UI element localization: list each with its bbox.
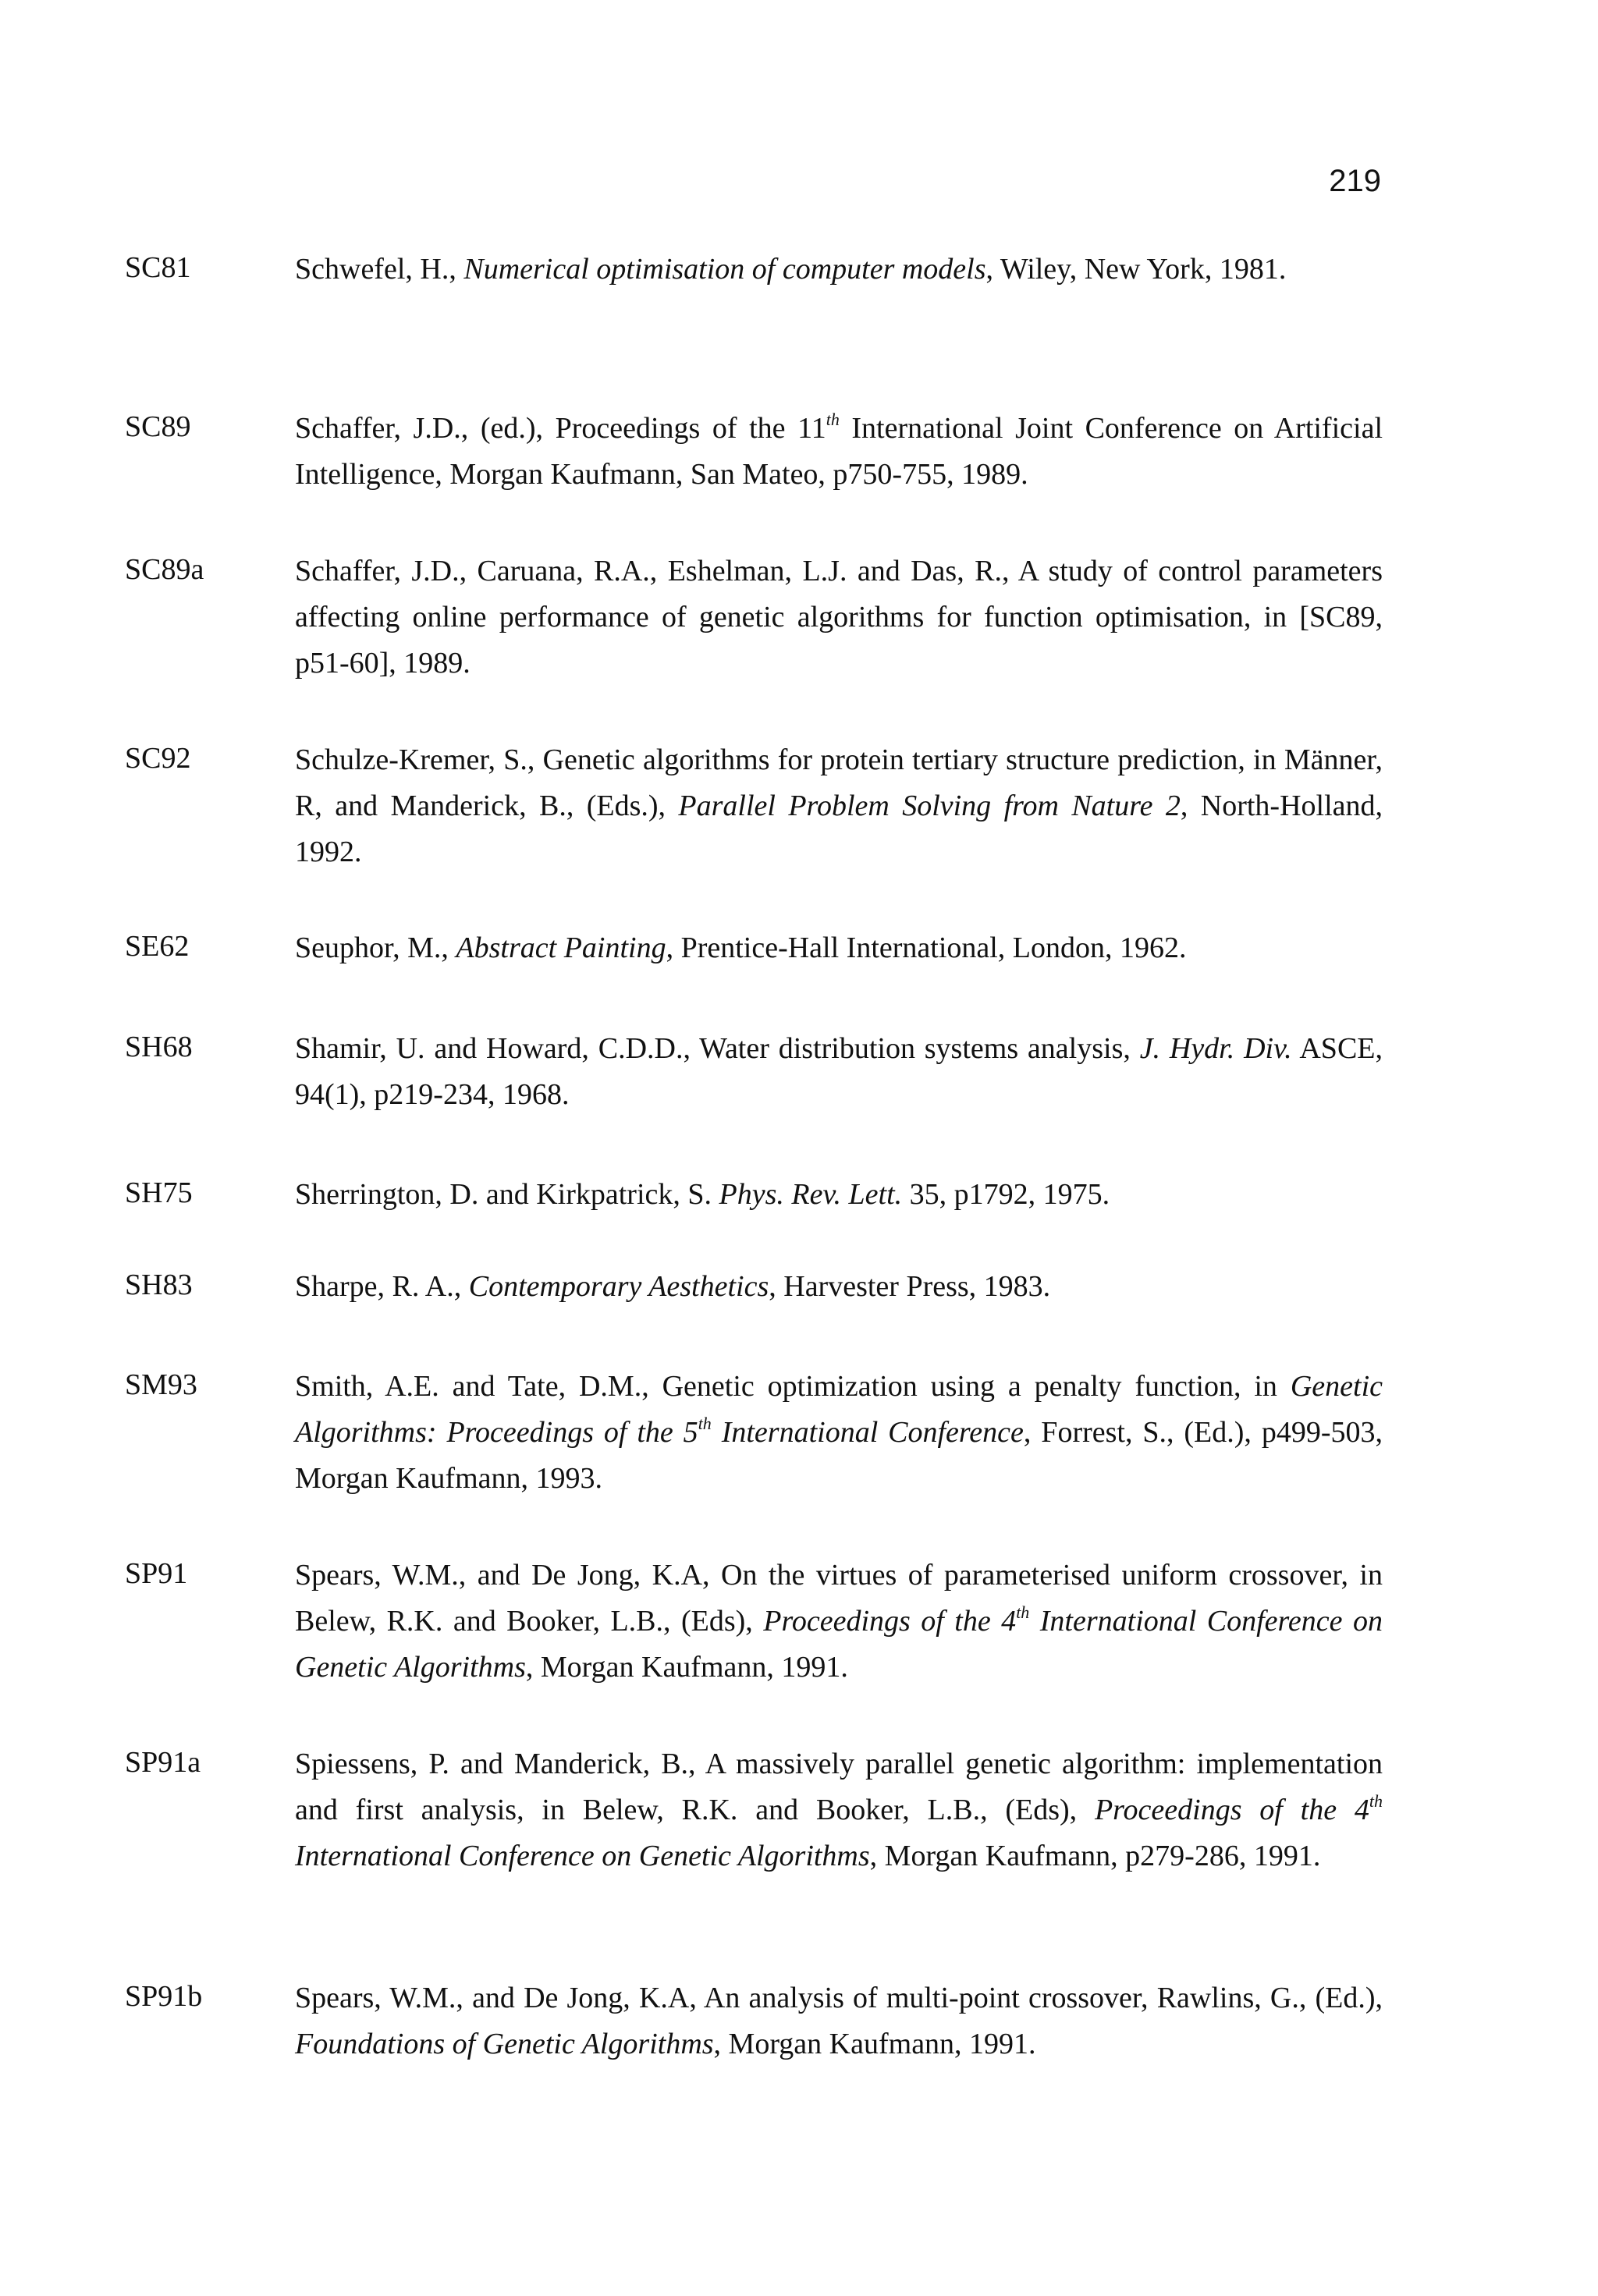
text-run: ASCE, 94(1), p219-234, 1968.: [295, 1032, 1383, 1111]
reference-key: SP91a: [125, 1746, 201, 1779]
text-run: , Morgan Kaufmann, p279-286, 1991.: [869, 1840, 1321, 1872]
text-run: Schulze-Kremer, S., Genetic algorithms for protein tertiary structure prediction, in Männer, R, and Manderick, B., (Eds.),: [295, 743, 1383, 822]
reference-key: SC89a: [125, 553, 204, 586]
reference-key: SP91: [125, 1557, 188, 1590]
text-run: , Forrest, S., (Ed.), p499-503, Morgan Kaufmann, 1993.: [295, 1416, 1383, 1495]
reference-text: [295, 406, 1383, 498]
reference-text: [295, 1553, 1383, 1691]
text-run: Spiessens, P. and Manderick, B., A massively parallel genetic algorithm: implementation and first analysis, in Belew, R.K. and Booker, L.B., (Eds),: [295, 1748, 1383, 1826]
italic-title: Parallel Problem Solving from Nature 2: [678, 790, 1181, 822]
reference-key: SP91b: [125, 1980, 203, 2013]
italic-title: Abstract Painting: [456, 932, 666, 964]
text-run: , North-Holland, 1992.: [295, 790, 1383, 868]
reference-key: SM93: [125, 1368, 197, 1401]
reference-text: [295, 548, 1383, 687]
reference-key: SH75: [125, 1176, 193, 1209]
italic-title: Phys. Rev. Lett.: [719, 1178, 903, 1211]
italic-title: Numerical optimisation of computer models: [463, 253, 986, 286]
reference-text: [295, 1264, 1383, 1310]
reference-key: SH83: [125, 1269, 193, 1301]
text-run: , Morgan Kaufmann, 1991.: [525, 1651, 848, 1684]
text-run: , Prentice-Hall International, London, 1962.: [666, 932, 1187, 964]
superscript: th: [1369, 1791, 1383, 1811]
text-run: , Harvester Press, 1983.: [769, 1270, 1051, 1303]
text-run: Sherrington, D. and Kirkpatrick, S.: [295, 1178, 719, 1211]
italic-title: Contemporary Aesthetics: [468, 1270, 769, 1303]
italic-title: Proceedings of the 4: [763, 1605, 1017, 1638]
text-run: Shamir, U. and Howard, C.D.D., Water distribution systems analysis,: [295, 1032, 1140, 1065]
reference-text: [295, 1364, 1383, 1502]
page-number: 219: [1329, 164, 1381, 198]
italic-title: Genetic Algorithms: Proceedings of the 5: [295, 1370, 1383, 1449]
text-run: International Joint Conference on Artificial Intelligence, Morgan Kaufmann, San Mateo, p750-755, 1989.: [295, 412, 1383, 491]
text-run: Schwefel, H.,: [295, 253, 464, 286]
superscript: th: [1016, 1602, 1030, 1622]
reference-text: [295, 1026, 1383, 1118]
superscript: th: [826, 410, 840, 429]
reference-text: [295, 925, 1383, 971]
reference-text: [295, 1975, 1383, 2067]
text-run: , Morgan Kaufmann, 1991.: [713, 2028, 1036, 2060]
text-run: Spears, W.M., and De Jong, K.A, On the virtues of parameterised uniform crossover, in Belew, R.K. and Booker, L.B., (Eds),: [295, 1559, 1383, 1638]
reference-key: SE62: [125, 930, 190, 963]
reference-text: [295, 1741, 1383, 1879]
text-run: Smith, A.E. and Tate, D.M., Genetic optimization using a penalty function, in: [295, 1370, 1291, 1403]
reference-text: [295, 737, 1383, 875]
text-run: Schaffer, J.D., (ed.), Proceedings of the 11: [295, 412, 826, 445]
superscript: th: [698, 1414, 712, 1433]
reference-key: SC92: [125, 742, 191, 775]
italic-title: International Conference on Genetic Algorithms: [295, 1840, 870, 1872]
reference-text: [295, 1172, 1383, 1218]
reference-key: SC89: [125, 410, 191, 443]
text-run: 35, p1792, 1975.: [902, 1178, 1110, 1211]
reference-text: [295, 247, 1383, 293]
reference-key: SH68: [125, 1031, 193, 1063]
text-run: Sharpe, R. A.,: [295, 1270, 469, 1303]
italic-title: Proceedings of the 4: [1094, 1794, 1369, 1826]
text-run: Schaffer, J.D., Caruana, R.A., Eshelman, L.J. and Das, R., A study of control parameters affecting online performance of genetic algorithms for function optimisation, in [SC89, p51-60], 1989.: [295, 555, 1383, 680]
italic-title: Foundations of Genetic Algorithms: [295, 2028, 714, 2060]
text-run: , Wiley, New York, 1981.: [985, 253, 1287, 286]
text-run: Spears, W.M., and De Jong, K.A, An analysis of multi-point crossover, Rawlins, G., (Ed.),: [295, 1982, 1383, 2014]
italic-title: J. Hydr. Div.: [1139, 1032, 1292, 1065]
reference-key: SC81: [125, 251, 191, 284]
italic-title: International Conference on Genetic Algorithms: [295, 1605, 1383, 1684]
italic-title: International Conference: [711, 1416, 1024, 1449]
text-run: Seuphor, M.,: [295, 932, 456, 964]
